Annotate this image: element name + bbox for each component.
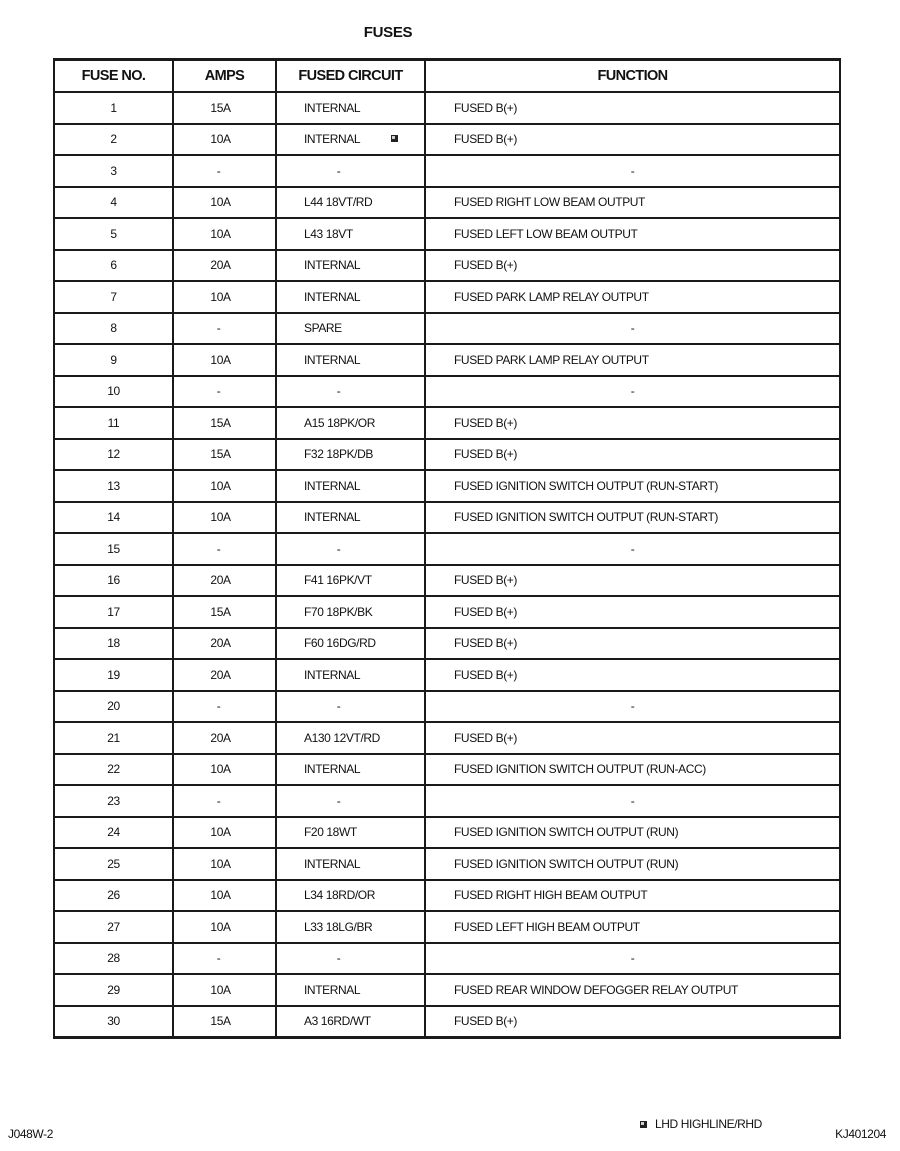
function-cell: [425, 785, 840, 817]
fuse-number-cell: [54, 817, 173, 849]
function-cell-text: FUSED B(+): [454, 415, 518, 430]
fuse-number-cell-text: 16: [107, 573, 120, 588]
fused-circuit-cell-text: F32 18PK/DB: [304, 447, 373, 462]
table-row: [54, 974, 840, 1006]
amps-cell: [173, 596, 276, 628]
fuse-number-cell: [54, 407, 173, 439]
function-cell-text: -: [630, 163, 635, 178]
fuse-number-cell: [54, 628, 173, 660]
amps-cell-text: 15A: [210, 100, 231, 115]
function-cell-text: FUSED B(+): [454, 604, 518, 619]
function-cell: [425, 187, 840, 219]
fuse-number-cell: [54, 533, 173, 565]
amps-cell: [173, 848, 276, 880]
function-cell: [425, 1006, 840, 1038]
amps-cell-text: 20A: [210, 636, 231, 651]
fuse-number-cell: [54, 313, 173, 345]
fuse-number-cell-text: 19: [107, 667, 120, 682]
fuse-number-cell: [54, 250, 173, 282]
fused-circuit-cell-text: INTERNAL: [304, 982, 361, 997]
amps-cell: [173, 281, 276, 313]
function-cell: [425, 439, 840, 471]
amps-cell: [173, 974, 276, 1006]
fused-circuit-cell: [276, 911, 425, 943]
fused-circuit-cell: [276, 785, 425, 817]
table-row: [54, 155, 840, 187]
amps-cell: [173, 943, 276, 975]
amps-cell-text: 10A: [210, 825, 231, 840]
function-cell-text: FUSED B(+): [454, 132, 518, 147]
function-cell: [425, 281, 840, 313]
function-cell: [425, 974, 840, 1006]
function-cell-text: FUSED IGNITION SWITCH OUTPUT (RUN): [454, 856, 679, 871]
fuse-number-cell-text: 13: [107, 478, 120, 493]
function-cell: [425, 691, 840, 723]
amps-cell: [173, 187, 276, 219]
fuse-number-cell-text: 24: [107, 825, 120, 840]
fuse-number-cell-text: 4: [110, 195, 117, 210]
fused-circuit-cell: [276, 659, 425, 691]
function-cell-text: FUSED IGNITION SWITCH OUTPUT (RUN): [454, 825, 679, 840]
amps-cell: [173, 785, 276, 817]
fuse-number-cell-text: 30: [107, 1014, 120, 1029]
table-row: [54, 533, 840, 565]
function-cell: [425, 313, 840, 345]
amps-cell-text: 10A: [210, 226, 231, 241]
amps-cell-text: 15A: [210, 604, 231, 619]
function-cell: [425, 376, 840, 408]
amps-cell-text: 10A: [210, 919, 231, 934]
amps-cell-text: 15A: [210, 447, 231, 462]
function-cell: [425, 754, 840, 786]
table-row: [54, 848, 840, 880]
fused-circuit-cell: [276, 376, 425, 408]
square-marker-icon: [640, 1121, 647, 1128]
fused-circuit-cell-text: A15 18PK/OR: [304, 415, 375, 430]
function-cell: [425, 848, 840, 880]
fuse-number-cell-text: 20: [107, 699, 120, 714]
fuse-number-cell-text: 1: [110, 100, 117, 115]
figure-code: KJ401204: [835, 1127, 886, 1141]
function-cell-text: FUSED REAR WINDOW DEFOGGER RELAY OUTPUT: [454, 982, 738, 997]
drawing-code: J048W-2: [8, 1127, 54, 1141]
fuse-number-cell-text: 29: [107, 982, 120, 997]
fuse-number-cell-text: 22: [107, 762, 120, 777]
fuse-rows: [54, 92, 840, 1038]
fused-circuit-cell-text: L33 18LG/BR: [304, 919, 373, 934]
fused-circuit-cell: [276, 439, 425, 471]
function-cell: [425, 817, 840, 849]
fuse-number-cell-text: 2: [110, 132, 117, 147]
fused-circuit-cell-text: F20 18WT: [304, 825, 357, 840]
fuse-number-cell: [54, 974, 173, 1006]
function-cell-text: FUSED B(+): [454, 667, 518, 682]
fused-circuit-cell: [276, 1006, 425, 1038]
fused-circuit-cell-text: INTERNAL: [304, 100, 361, 115]
fuse-number-cell: [54, 943, 173, 975]
fused-circuit-cell: [276, 502, 425, 534]
function-cell: [425, 344, 840, 376]
amps-cell-text: -: [216, 163, 221, 178]
table-row: [54, 691, 840, 723]
table-row: [54, 817, 840, 849]
fused-circuit-cell-text: L44 18VT/RD: [304, 195, 373, 210]
function-cell-text: FUSED PARK LAMP RELAY OUTPUT: [454, 352, 649, 367]
amps-cell: [173, 218, 276, 250]
function-cell-text: -: [630, 321, 635, 336]
amps-cell: [173, 124, 276, 156]
amps-cell-text: 20A: [210, 573, 231, 588]
fused-circuit-cell: [276, 722, 425, 754]
fused-circuit-cell-text: L43 18VT: [304, 226, 353, 241]
table-row: [54, 565, 840, 597]
table-row: [54, 407, 840, 439]
function-cell: [425, 470, 840, 502]
amps-cell-text: 15A: [210, 1014, 231, 1029]
function-cell: [425, 880, 840, 912]
fused-circuit-cell-text: -: [336, 384, 341, 399]
fuse-number-cell-text: 5: [110, 226, 117, 241]
function-cell-text: -: [630, 541, 635, 556]
function-cell: [425, 218, 840, 250]
fused-circuit-cell-text: -: [336, 699, 341, 714]
fuse-number-cell-text: 6: [110, 258, 117, 273]
amps-cell-text: 20A: [210, 258, 231, 273]
amps-cell-text: 10A: [210, 478, 231, 493]
table-row: [54, 313, 840, 345]
fuse-number-cell: [54, 376, 173, 408]
fused-circuit-cell-text: -: [336, 951, 341, 966]
amps-cell-text: 10A: [210, 982, 231, 997]
amps-cell: [173, 470, 276, 502]
table-row: [54, 943, 840, 975]
amps-cell-text: -: [216, 541, 221, 556]
amps-cell: [173, 250, 276, 282]
amps-cell-text: 10A: [210, 132, 231, 147]
fuse-number-cell: [54, 785, 173, 817]
fuse-number-cell: [54, 754, 173, 786]
function-cell: [425, 155, 840, 187]
fuse-number-cell-text: 26: [107, 888, 120, 903]
function-cell: [425, 502, 840, 534]
fused-circuit-cell: [276, 187, 425, 219]
fuse-number-cell-text: 27: [107, 919, 120, 934]
fused-circuit-cell: [276, 817, 425, 849]
fuse-number-cell: [54, 722, 173, 754]
amps-cell: [173, 691, 276, 723]
fuse-number-cell-text: 12: [107, 447, 120, 462]
fuse-number-cell: [54, 187, 173, 219]
fused-circuit-cell-text: INTERNAL: [304, 667, 361, 682]
fused-circuit-cell: [276, 407, 425, 439]
function-cell: [425, 596, 840, 628]
function-cell-text: FUSED IGNITION SWITCH OUTPUT (RUN-START): [454, 510, 718, 525]
table-row: [54, 1006, 840, 1038]
table-row: [54, 124, 840, 156]
fused-circuit-cell-text: F70 18PK/BK: [304, 604, 373, 619]
amps-cell-text: 10A: [210, 856, 231, 871]
fused-circuit-cell: [276, 754, 425, 786]
function-cell: [425, 407, 840, 439]
amps-cell: [173, 722, 276, 754]
table-row: [54, 344, 840, 376]
function-cell-text: FUSED B(+): [454, 1014, 518, 1029]
function-cell: [425, 533, 840, 565]
table-row: [54, 502, 840, 534]
fused-circuit-cell: [276, 848, 425, 880]
fused-circuit-cell-text: INTERNAL: [304, 478, 361, 493]
fuse-number-cell-text: 17: [107, 604, 120, 619]
table-row: [54, 439, 840, 471]
amps-cell: [173, 628, 276, 660]
fuse-number-cell-text: 3: [110, 163, 117, 178]
fused-circuit-cell-text: A130 12VT/RD: [304, 730, 380, 745]
amps-cell: [173, 344, 276, 376]
fuse-number-cell: [54, 124, 173, 156]
square-marker-icon: [391, 135, 398, 142]
function-cell: [425, 92, 840, 124]
fused-circuit-cell: [276, 250, 425, 282]
table-row: [54, 92, 840, 124]
fuse-number-cell-text: 21: [107, 730, 120, 745]
table-row: [54, 470, 840, 502]
fused-circuit-cell-text: F41 16PK/VT: [304, 573, 372, 588]
amps-cell-text: -: [216, 793, 221, 808]
function-cell: [425, 659, 840, 691]
function-cell-text: FUSED LEFT LOW BEAM OUTPUT: [454, 226, 638, 241]
fuse-number-cell-text: 18: [107, 636, 120, 651]
fused-circuit-cell: [276, 155, 425, 187]
table-row: [54, 218, 840, 250]
fused-circuit-cell-text: INTERNAL: [304, 510, 361, 525]
amps-cell: [173, 439, 276, 471]
table-row: [54, 785, 840, 817]
table-row: [54, 754, 840, 786]
fused-circuit-cell: [276, 218, 425, 250]
function-cell-text: FUSED RIGHT HIGH BEAM OUTPUT: [454, 888, 648, 903]
amps-cell: [173, 533, 276, 565]
fuse-number-cell: [54, 344, 173, 376]
function-cell-text: FUSED B(+): [454, 730, 518, 745]
amps-cell-text: 10A: [210, 762, 231, 777]
column-header-fused-circuit: FUSED CIRCUIT: [276, 60, 425, 93]
fuse-number-cell: [54, 880, 173, 912]
function-cell-text: FUSED B(+): [454, 447, 518, 462]
amps-cell-text: 15A: [210, 415, 231, 430]
table-row: [54, 250, 840, 282]
amps-cell: [173, 659, 276, 691]
function-cell-text: -: [630, 699, 635, 714]
function-cell-text: -: [630, 793, 635, 808]
amps-cell-text: 10A: [210, 510, 231, 525]
fused-circuit-cell: [276, 533, 425, 565]
fused-circuit-cell-text: INTERNAL: [304, 352, 361, 367]
table-header-row: [54, 60, 840, 93]
table-row: [54, 596, 840, 628]
column-header-amps: AMPS: [173, 60, 276, 93]
amps-cell: [173, 407, 276, 439]
fused-circuit-cell-text: -: [336, 541, 341, 556]
legend-label: LHD HIGHLINE/RHD: [655, 1117, 762, 1131]
fused-circuit-cell-text: L34 18RD/OR: [304, 888, 375, 903]
function-cell: [425, 250, 840, 282]
page-title: FUSES: [363, 24, 413, 41]
fuse-number-cell: [54, 565, 173, 597]
amps-cell: [173, 155, 276, 187]
fuse-number-cell-text: 25: [107, 856, 120, 871]
function-cell: [425, 565, 840, 597]
amps-cell: [173, 754, 276, 786]
fused-circuit-cell-text: INTERNAL: [304, 289, 361, 304]
fuse-number-cell: [54, 470, 173, 502]
fuse-number-cell-text: 23: [107, 793, 120, 808]
amps-cell: [173, 92, 276, 124]
fused-circuit-cell-text: SPARE: [304, 321, 342, 336]
table-row: [54, 187, 840, 219]
fused-circuit-cell: [276, 880, 425, 912]
table-row: [54, 281, 840, 313]
column-header-function: FUNCTION: [425, 60, 840, 93]
fuse-number-cell-text: 10: [107, 384, 120, 399]
fused-circuit-cell-text: INTERNAL: [304, 258, 361, 273]
fused-circuit-cell-text: INTERNAL: [304, 762, 361, 777]
function-cell-text: FUSED PARK LAMP RELAY OUTPUT: [454, 289, 649, 304]
function-cell: [425, 628, 840, 660]
function-cell: [425, 722, 840, 754]
fuse-number-cell: [54, 848, 173, 880]
function-cell-text: -: [630, 951, 635, 966]
fused-circuit-cell: [276, 628, 425, 660]
amps-cell-text: 10A: [210, 352, 231, 367]
table-row: [54, 659, 840, 691]
fused-circuit-cell: [276, 470, 425, 502]
amps-cell: [173, 502, 276, 534]
function-cell-text: FUSED IGNITION SWITCH OUTPUT (RUN-ACC): [454, 762, 706, 777]
amps-cell-text: 10A: [210, 289, 231, 304]
amps-cell-text: 10A: [210, 888, 231, 903]
function-cell-text: FUSED B(+): [454, 100, 518, 115]
function-cell: [425, 943, 840, 975]
function-cell: [425, 911, 840, 943]
fuse-number-cell: [54, 659, 173, 691]
amps-cell: [173, 376, 276, 408]
amps-cell: [173, 880, 276, 912]
fused-circuit-cell-text: -: [336, 163, 341, 178]
fuse-number-cell: [54, 691, 173, 723]
fuse-number-cell-text: 28: [107, 951, 120, 966]
function-cell: [425, 124, 840, 156]
table-row: [54, 880, 840, 912]
fuse-number-cell-text: 15: [107, 541, 120, 556]
fused-circuit-cell: [276, 974, 425, 1006]
function-cell-text: FUSED B(+): [454, 636, 518, 651]
fuse-number-cell: [54, 155, 173, 187]
amps-cell-text: 10A: [210, 195, 231, 210]
function-cell-text: -: [630, 384, 635, 399]
function-cell-text: FUSED B(+): [454, 573, 518, 588]
amps-cell: [173, 1006, 276, 1038]
table-row: [54, 911, 840, 943]
amps-cell: [173, 565, 276, 597]
fused-circuit-cell-text: INTERNAL: [304, 132, 361, 147]
fuse-number-cell: [54, 439, 173, 471]
column-header-fuse-no: FUSE NO.: [54, 60, 173, 93]
function-cell-text: FUSED LEFT HIGH BEAM OUTPUT: [454, 919, 640, 934]
fused-circuit-cell-text: A3 16RD/WT: [304, 1014, 371, 1029]
fused-circuit-cell: [276, 344, 425, 376]
amps-cell-text: -: [216, 951, 221, 966]
fused-circuit-cell: [276, 691, 425, 723]
fused-circuit-cell-text: INTERNAL: [304, 856, 361, 871]
fuse-number-cell-text: 11: [107, 415, 120, 430]
fused-circuit-cell: [276, 596, 425, 628]
fused-circuit-cell: [276, 565, 425, 597]
fused-circuit-cell: [276, 92, 425, 124]
fuse-table: [53, 58, 841, 1039]
fuse-number-cell-text: 7: [110, 289, 117, 304]
legend: [640, 1117, 762, 1131]
fuse-number-cell: [54, 1006, 173, 1038]
fused-circuit-cell: [276, 124, 425, 156]
fuse-number-cell: [54, 281, 173, 313]
amps-cell-text: -: [216, 699, 221, 714]
table-row: [54, 628, 840, 660]
function-cell-text: FUSED B(+): [454, 258, 518, 273]
fuse-number-cell-text: 14: [107, 510, 120, 525]
function-cell-text: FUSED RIGHT LOW BEAM OUTPUT: [454, 195, 645, 210]
fused-circuit-cell: [276, 313, 425, 345]
amps-cell: [173, 911, 276, 943]
fuse-number-cell: [54, 502, 173, 534]
fuse-number-cell-text: 9: [110, 352, 117, 367]
fuse-number-cell: [54, 911, 173, 943]
table-row: [54, 376, 840, 408]
amps-cell-text: 20A: [210, 667, 231, 682]
fused-circuit-cell: [276, 281, 425, 313]
function-cell-text: FUSED IGNITION SWITCH OUTPUT (RUN-START): [454, 478, 718, 493]
amps-cell-text: -: [216, 384, 221, 399]
fuse-number-cell-text: 8: [110, 321, 117, 336]
amps-cell-text: -: [216, 321, 221, 336]
amps-cell-text: 20A: [210, 730, 231, 745]
amps-cell: [173, 313, 276, 345]
fused-circuit-cell: [276, 943, 425, 975]
fuse-number-cell: [54, 92, 173, 124]
fused-circuit-cell-text: F60 16DG/RD: [304, 636, 376, 651]
amps-cell: [173, 817, 276, 849]
fuse-number-cell: [54, 596, 173, 628]
fuse-number-cell: [54, 218, 173, 250]
fused-circuit-cell-text: -: [336, 793, 341, 808]
table-row: [54, 722, 840, 754]
